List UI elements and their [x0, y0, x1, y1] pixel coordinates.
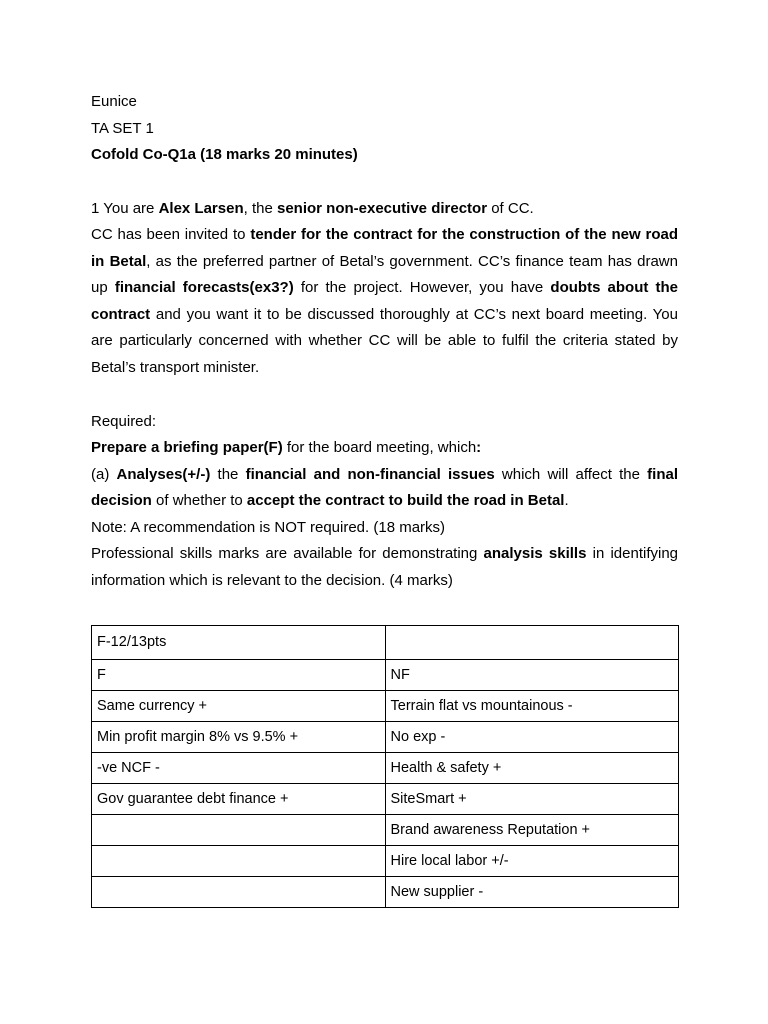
issues-table [91, 625, 679, 908]
required-brief [91, 435, 678, 462]
bold-run: final decision [91, 465, 678, 510]
table-cell-f: F [92, 659, 386, 690]
bold-run: Analyses(+/-) [116, 465, 211, 483]
table-cell-nf: Health & safety + [385, 752, 679, 783]
required-note: Note: A recommendation is NOT required. (18 marks) [91, 518, 446, 536]
bold-run: accept the contract to build the road in Betal [246, 492, 565, 510]
table-cell-nf: SiteSmart + [385, 783, 679, 814]
table-cell-f: Min profit margin 8% vs 9.5% + [92, 721, 386, 752]
text-run: CC has been invited to [91, 226, 251, 244]
bold-run: financial forecasts(ex3?) [114, 279, 294, 297]
table-cell-f: -ve NCF - [92, 752, 386, 783]
table-cell-nf: Hire local labor +/- [385, 845, 679, 876]
blank-line [91, 382, 678, 409]
required-part-a [91, 462, 678, 515]
required-skills [91, 541, 678, 594]
table-cell-nf: New supplier - [385, 876, 679, 907]
text-run: and you want it to be discussed thoroughly at CC’s next board meeting. You are particularly concerned with whether CC will be able to fulfil the criteria stated by Betal’s transport minister. [91, 305, 678, 377]
text-run: (a) [91, 465, 117, 483]
text-run: Professional skills marks are available for demonstrating [91, 545, 484, 563]
table-row [92, 845, 679, 876]
scenario-body [91, 222, 678, 382]
author-name: Eunice [91, 93, 137, 110]
table-cell-f [92, 876, 386, 907]
table-row [92, 625, 679, 659]
required-heading: Required: [91, 412, 157, 430]
bold-run: : [476, 439, 482, 457]
question-title: Cofold Co-Q1a (18 marks 20 minutes) [91, 146, 358, 163]
table-cell-f: Same currency + [92, 690, 386, 721]
bold-run: senior non-executive director [276, 199, 488, 217]
text-run: for the project. However, you have [293, 279, 551, 297]
table-cell-nf: Terrain flat vs mountainous - [385, 690, 679, 721]
table-row [92, 783, 679, 814]
text-run: , the [243, 199, 277, 217]
table-row [92, 659, 679, 690]
text-run: for the board meeting, which [282, 439, 477, 457]
text-run: 1 You are [91, 199, 159, 217]
scenario-intro [91, 196, 678, 223]
table-row [92, 876, 679, 907]
table-cell-nf: No exp - [385, 721, 679, 752]
text-run: . [564, 492, 569, 510]
table-cell-f [92, 814, 386, 845]
table-spacer [91, 595, 678, 625]
table-cell-nf [385, 625, 679, 659]
text-run: of whether to [151, 492, 247, 510]
document-body [91, 89, 678, 908]
blank-line [91, 169, 678, 196]
text-run: of CC. [487, 199, 534, 217]
bold-run: doubts about the contract [91, 279, 678, 323]
table-cell-f: Gov guarantee debt finance + [92, 783, 386, 814]
set-label: TA SET 1 [91, 119, 154, 137]
table-cell-f: F-12/13pts [92, 625, 386, 659]
text-run: , as the preferred partner of Betal’s government. CC’s finance team has drawn up [91, 252, 678, 297]
table-cell-nf: NF [385, 659, 679, 690]
bold-run: tender for the contract for the construction of the new road in Betal [91, 226, 678, 270]
text-run: the [210, 465, 246, 483]
table-cell-nf: Brand awareness Reputation + [385, 814, 679, 845]
text-run: which will affect the [494, 465, 648, 483]
bold-run: Prepare a briefing paper(F) [91, 439, 283, 457]
table-row [92, 690, 679, 721]
bold-run: financial and non-financial issues [245, 465, 495, 483]
table-cell-f [92, 845, 386, 876]
table-row [92, 752, 679, 783]
bold-run: Alex Larsen [158, 199, 244, 217]
table-row [92, 721, 679, 752]
text-run: in identifying information which is relevant to the decision. (4 marks) [91, 545, 678, 590]
table-row [92, 814, 679, 845]
bold-run: analysis skills [483, 545, 587, 563]
